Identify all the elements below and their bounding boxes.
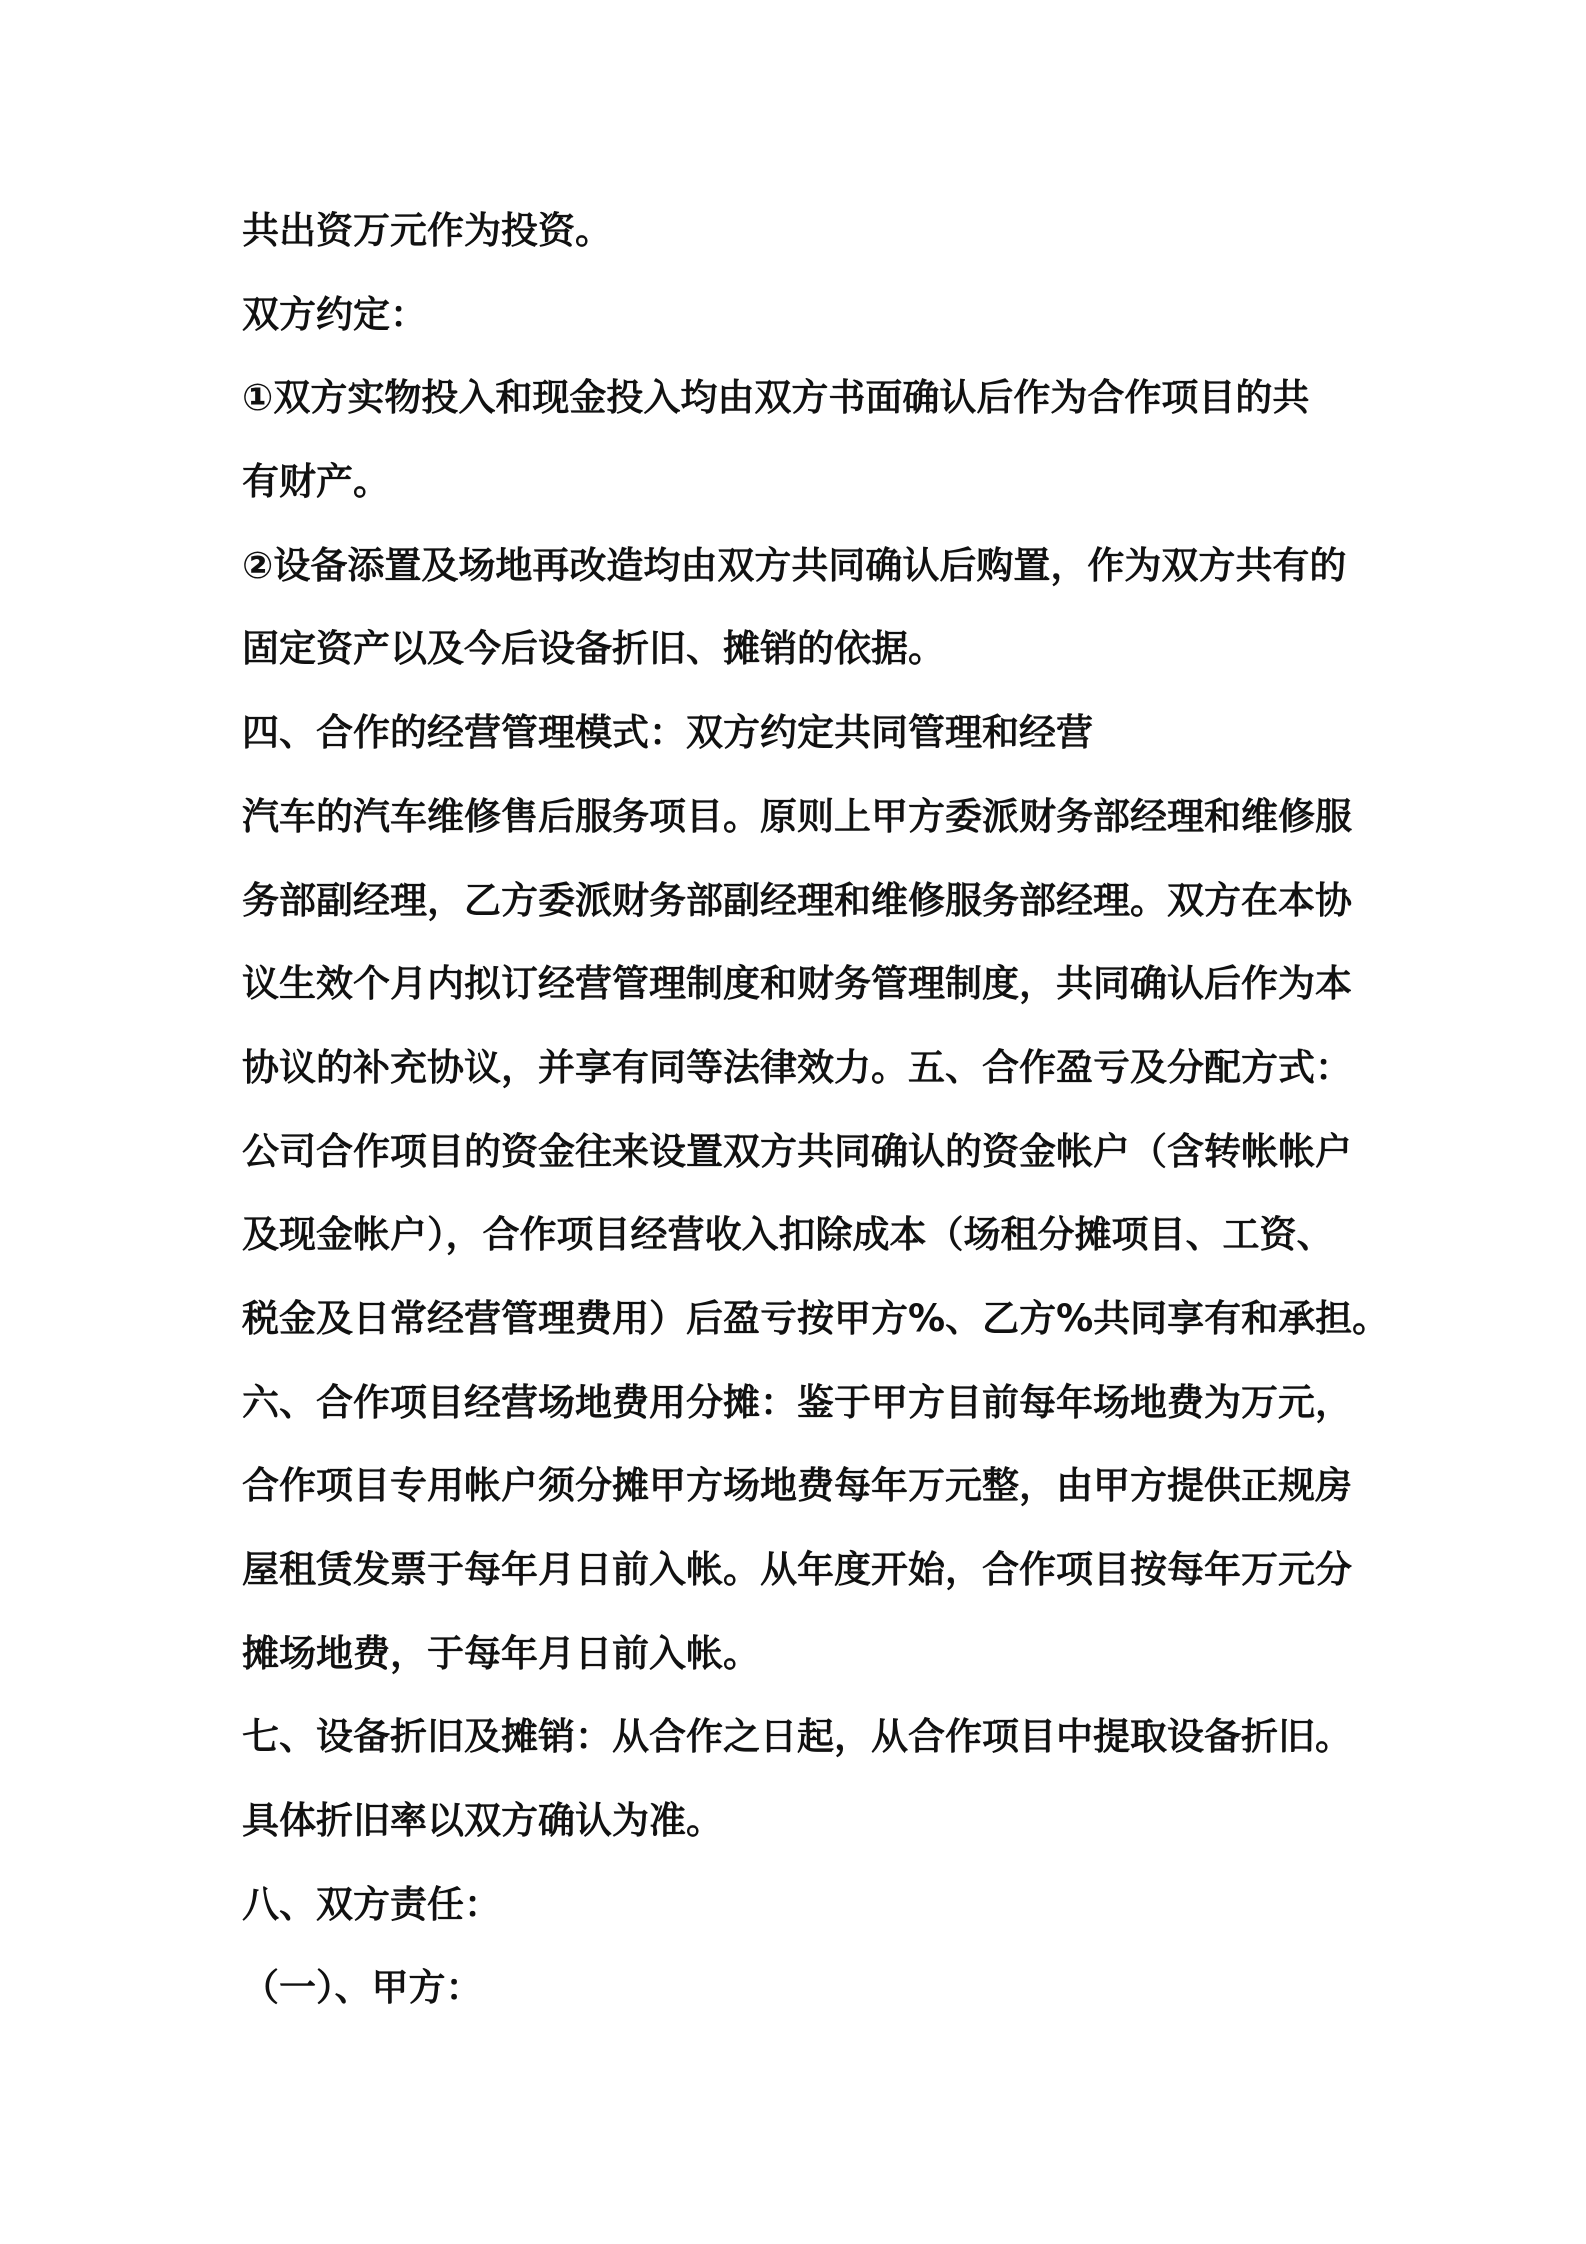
text-line: 议生效个月内拟订经营管理制度和财务管理制度，共同确认后作为本 <box>242 962 1352 1006</box>
text-line: 合作项目专用帐户须分摊甲方场地费每年万元整，由甲方提供正规房 <box>242 1464 1352 1508</box>
section-heading-line: 六、合作项目经营场地费用分摊：鉴于甲方目前每年场地费为万元， <box>242 1380 1352 1424</box>
text-line: ②设备添置及场地再改造均由双方共同确认后购置，作为双方共有的 <box>242 543 1347 587</box>
text-line: 双方约定： <box>242 292 427 336</box>
text-line: 公司合作项目的资金往来设置双方共同确认的资金帐户（含转帐帐户 <box>242 1129 1352 1173</box>
section-heading-line: 八、双方责任： <box>242 1882 501 1926</box>
text-line: 务部副经理，乙方委派财务部副经理和维修服务部经理。双方在本协 <box>242 878 1352 922</box>
text-line: 屋租赁发票于每年月日前入帐。从年度开始，合作项目按每年万元分 <box>242 1548 1352 1591</box>
text-line: 摊场地费，于每年月日前入帐。 <box>242 1631 760 1675</box>
section-heading-line: 七、设备折旧及摊销：从合作之日起，从合作项目中提取设备折旧。 <box>242 1715 1352 1759</box>
text-line: 固定资产以及今后设备折旧、摊销的依据。 <box>242 627 945 671</box>
document-body <box>242 189 1422 2030</box>
text-line: 协议的补充协议，并享有同等法律效力。五、合作盈亏及分配方式： <box>242 1045 1352 1089</box>
section-heading-line: 四、合作的经营管理模式：双方约定共同管理和经营 <box>242 711 1093 755</box>
text-line: 有财产。 <box>242 460 390 504</box>
text-line: 具体折旧率以双方确认为准。 <box>242 1799 723 1843</box>
text-line: 及现金帐户），合作项目经营收入扣除成本（场租分摊项目、工资、 <box>242 1213 1334 1257</box>
text-line: ①双方实物投入和现金投入均由双方书面确认后作为合作项目的共 <box>242 376 1310 420</box>
text-line: 税金及日常经营管理费用）后盈亏按甲方%、乙方%共同享有和承担。 <box>242 1296 1390 1340</box>
text-line: 共出资万元作为投资。 <box>242 209 612 252</box>
subsection-heading-line: （一）、甲方： <box>242 1966 483 2010</box>
text-line: 汽车的汽车维修售后服务项目。原则上甲方委派财务部经理和维修服 <box>242 794 1352 838</box>
